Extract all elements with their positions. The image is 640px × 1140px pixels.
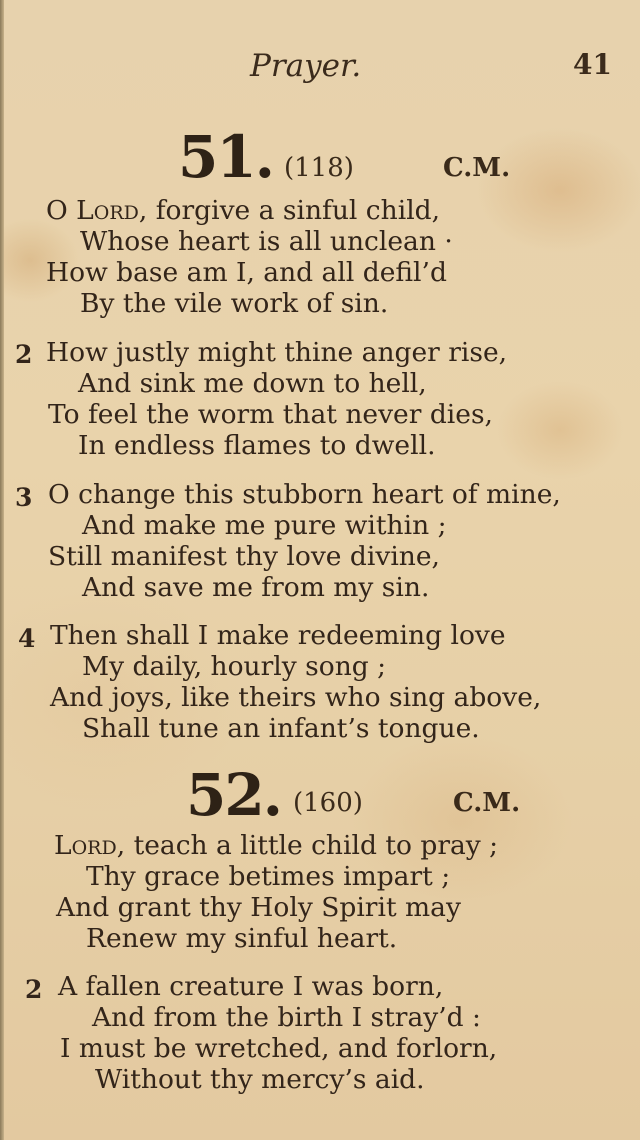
verse-line: In endless flames to dwell. [78,430,436,461]
verse-line: Then shall I make redeeming love [50,620,506,651]
verse-line: How justly might thine anger rise, [46,337,508,368]
verse-line: Renew my sinful heart. [86,923,398,954]
verse-line: Still manifest thy love divine, [48,541,440,572]
hymn-meter: C.M. [453,788,521,818]
verse-line: Shall tune an infant’s tongue. [82,713,480,744]
verse-line: Thy grace betimes impart ; [86,861,451,892]
verse-line: My daily, hourly song ; [82,651,387,682]
verse-line: O Lord, forgive a sinful child, [46,195,441,226]
verse-line: And make me pure within ; [82,510,447,541]
verse-line: And grant thy Holy Spirit may [56,892,461,923]
hymn-52-heading [0,761,640,829]
running-head [0,48,640,88]
verse-line: I must be wretched, and forlorn, [60,1033,498,1064]
hymn-number: 51. [178,123,273,191]
hymn-reference: (160) [293,788,363,818]
verse-line: How base am I, and all defil’d [46,257,447,288]
verse-line: To feel the worm that never dies, [48,399,493,430]
hymn-51-heading [0,123,640,191]
verse-number: 3 [15,483,33,512]
verse-line: And save me from my sin. [82,572,430,603]
small-caps-word: Lord [54,830,117,861]
hymn-reference: (118) [284,153,354,183]
small-caps-word: O Lord [46,195,139,226]
verse-number: 2 [15,340,33,369]
page-number: 41 [573,48,612,81]
verse-number: 4 [18,624,36,653]
verse-line: Without thy mercy’s aid. [95,1064,425,1095]
hymn-number: 52. [186,761,281,829]
running-title: Prayer. [250,48,362,84]
verse-line: And from the birth I stray’d : [92,1002,481,1033]
verse-line: Whose heart is all unclean · [80,226,453,257]
verse-line: By the vile work of sin. [80,288,389,319]
verse-number: 2 [25,975,43,1004]
verse-line: And sink me down to hell, [78,368,427,399]
verse-line: O change this stubborn heart of mine, [48,479,561,510]
verse-line: Lord, teach a little child to pray ; [54,830,499,861]
verse-line: A fallen creature I was born, [58,971,444,1002]
hymn-meter: C.M. [443,153,511,183]
verse-line: And joys, like theirs who sing above, [50,682,542,713]
